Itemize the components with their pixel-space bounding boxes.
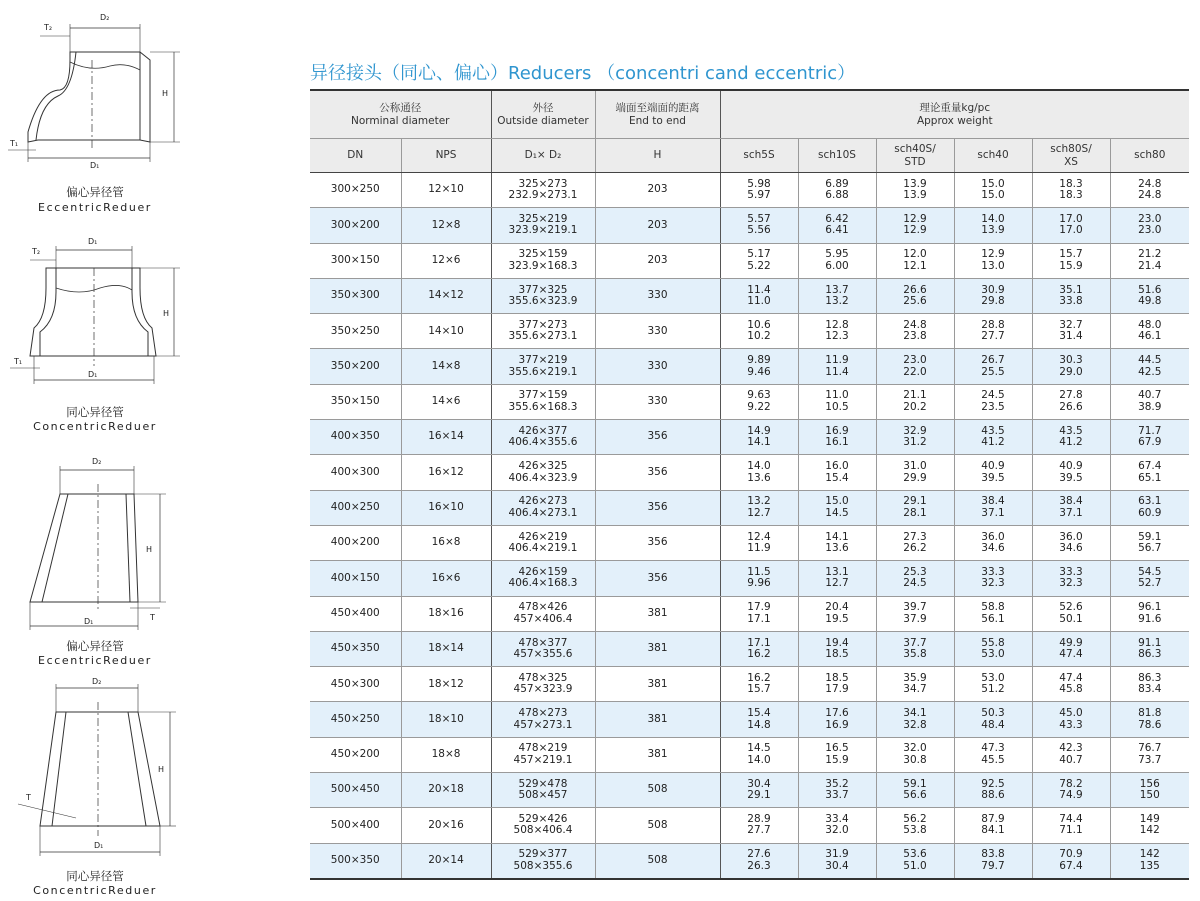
cell-outside-diameter: 529×478 508×457 [491,773,595,808]
cell-h: 356 [595,420,720,455]
cell-h: 508 [595,773,720,808]
table-row [310,737,1189,772]
figure-caption-en: ConcentricReduer [33,420,157,433]
concentric-reducer-figure-2 [0,672,200,901]
cell-dn: 400×250 [310,490,401,525]
cell-sch40: 12.9 13.0 [954,243,1032,278]
cell-sch80: 23.0 23.0 [1110,208,1189,243]
cell-nps: 16×8 [401,525,491,560]
cell-dn: 400×350 [310,420,401,455]
cell-sch10s: 14.1 13.6 [798,525,876,560]
label-t1: T₁ [14,357,23,366]
cell-sch80: 54.5 52.7 [1110,561,1189,596]
cell-sch10s: 16.5 15.9 [798,737,876,772]
cell-outside-diameter: 426×377 406.4×355.6 [491,420,595,455]
cell-sch5s: 5.17 5.22 [720,243,798,278]
header-outside-diameter: 外径 Outside diameter [491,90,595,139]
table-body [310,173,1189,879]
label-d1-top: D₁ [88,237,98,246]
cell-sch80: 40.7 38.9 [1110,384,1189,419]
header-sch80s-xs: sch80S/ XS [1032,139,1110,173]
header-sch10s: sch10S [798,139,876,173]
cell-sch40s: 56.2 53.8 [876,808,954,843]
cell-h: 330 [595,384,720,419]
label-t: T [150,613,155,622]
cell-sch40: 53.0 51.2 [954,667,1032,702]
cell-sch80: 142 135 [1110,843,1189,879]
table-row [310,667,1189,702]
cell-sch5s: 14.9 14.1 [720,420,798,455]
figure-caption-cn: 偏心异径管 [66,185,124,199]
cell-nps: 16×6 [401,561,491,596]
eccentric-reducer-figure-1 [0,0,200,220]
cell-h: 381 [595,631,720,666]
cell-sch10s: 6.89 6.88 [798,173,876,208]
cell-sch80s: 36.0 34.6 [1032,525,1110,560]
cell-h: 381 [595,702,720,737]
cell-sch5s: 14.0 13.6 [720,455,798,490]
figure-caption-cn: 同心异径管 [66,405,124,419]
cell-sch80s: 78.2 74.9 [1032,773,1110,808]
cell-sch40: 36.0 34.6 [954,525,1032,560]
header-sch40s-std: sch40S/ STD [876,139,954,173]
table-row [310,843,1189,879]
cell-sch80s: 43.5 41.2 [1032,420,1110,455]
cell-sch80s: 40.9 39.5 [1032,455,1110,490]
cell-dn: 450×200 [310,737,401,772]
cell-h: 508 [595,843,720,879]
cell-nps: 20×16 [401,808,491,843]
cell-sch5s: 9.89 9.46 [720,349,798,384]
cell-outside-diameter: 426×325 406.4×323.9 [491,455,595,490]
cell-sch80s: 17.0 17.0 [1032,208,1110,243]
cell-sch10s: 16.0 15.4 [798,455,876,490]
cell-sch80s: 15.7 15.9 [1032,243,1110,278]
cell-nps: 20×14 [401,843,491,879]
cell-sch80s: 33.3 32.3 [1032,561,1110,596]
cell-sch80: 67.4 65.1 [1110,455,1189,490]
cell-sch5s: 27.6 26.3 [720,843,798,879]
cell-nps: 18×12 [401,667,491,702]
cell-outside-diameter: 478×426 457×406.4 [491,596,595,631]
cell-outside-diameter: 426×273 406.4×273.1 [491,490,595,525]
cell-sch5s: 15.4 14.8 [720,702,798,737]
cell-sch10s: 18.5 17.9 [798,667,876,702]
cell-h: 356 [595,455,720,490]
table-row [310,208,1189,243]
cell-sch80s: 35.1 33.8 [1032,278,1110,313]
cell-sch80: 48.0 46.1 [1110,314,1189,349]
cell-h: 381 [595,596,720,631]
label-h: H [146,545,153,554]
cell-sch80s: 32.7 31.4 [1032,314,1110,349]
cell-sch80: 63.1 60.9 [1110,490,1189,525]
cell-dn: 400×150 [310,561,401,596]
cell-dn: 450×300 [310,667,401,702]
eccentric-reducer-drawing [0,448,200,670]
cell-outside-diameter: 529×426 508×406.4 [491,808,595,843]
cell-outside-diameter: 325×273 232.9×273.1 [491,173,595,208]
cell-h: 203 [595,243,720,278]
cell-sch80: 51.6 49.8 [1110,278,1189,313]
label-h: H [163,309,170,318]
cell-dn: 300×150 [310,243,401,278]
label-d2: D₂ [100,13,110,22]
table-row [310,702,1189,737]
cell-sch40s: 12.0 12.1 [876,243,954,278]
cell-sch80: 91.1 86.3 [1110,631,1189,666]
cell-sch10s: 20.4 19.5 [798,596,876,631]
label-d1: D₁ [84,617,94,626]
cell-sch10s: 11.0 10.5 [798,384,876,419]
cell-sch40s: 24.8 23.8 [876,314,954,349]
cell-h: 508 [595,808,720,843]
cell-sch40s: 26.6 25.6 [876,278,954,313]
cell-dn: 400×300 [310,455,401,490]
cell-outside-diameter: 478×377 457×355.6 [491,631,595,666]
cell-nps: 14×12 [401,278,491,313]
cell-nps: 20×18 [401,773,491,808]
cell-sch10s: 35.2 33.7 [798,773,876,808]
cell-sch80s: 47.4 45.8 [1032,667,1110,702]
table-row [310,173,1189,208]
header-dn: DN [310,139,401,173]
table-row [310,773,1189,808]
cell-sch40s: 34.1 32.8 [876,702,954,737]
cell-sch10s: 13.7 13.2 [798,278,876,313]
label-h: H [158,765,165,774]
cell-outside-diameter: 529×377 508×355.6 [491,843,595,879]
table-row [310,596,1189,631]
table-row [310,455,1189,490]
cell-h: 381 [595,667,720,702]
cell-sch5s: 11.5 9.96 [720,561,798,596]
figure-caption-en: EccentricReduer [38,654,152,667]
cell-outside-diameter: 325×219 323.9×219.1 [491,208,595,243]
cell-nps: 12×10 [401,173,491,208]
cell-sch40: 38.4 37.1 [954,490,1032,525]
cell-sch40: 15.0 15.0 [954,173,1032,208]
cell-sch5s: 5.98 5.97 [720,173,798,208]
cell-sch40s: 29.1 28.1 [876,490,954,525]
cell-dn: 400×200 [310,525,401,560]
cell-sch40: 26.7 25.5 [954,349,1032,384]
cell-sch10s: 19.4 18.5 [798,631,876,666]
cell-h: 330 [595,314,720,349]
cell-sch10s: 5.95 6.00 [798,243,876,278]
cell-outside-diameter: 426×159 406.4×168.3 [491,561,595,596]
cell-h: 203 [595,173,720,208]
cell-sch80: 96.1 91.6 [1110,596,1189,631]
cell-outside-diameter: 377×325 355.6×323.9 [491,278,595,313]
cell-nps: 18×8 [401,737,491,772]
cell-sch5s: 17.1 16.2 [720,631,798,666]
cell-sch40: 43.5 41.2 [954,420,1032,455]
cell-sch5s: 9.63 9.22 [720,384,798,419]
cell-sch40: 87.9 84.1 [954,808,1032,843]
cell-sch40s: 31.0 29.9 [876,455,954,490]
cell-dn: 500×450 [310,773,401,808]
cell-sch40: 14.0 13.9 [954,208,1032,243]
cell-sch40s: 37.7 35.8 [876,631,954,666]
cell-h: 356 [595,525,720,560]
cell-sch40: 28.8 27.7 [954,314,1032,349]
cell-sch40s: 53.6 51.0 [876,843,954,879]
cell-dn: 350×200 [310,349,401,384]
cell-sch5s: 11.4 11.0 [720,278,798,313]
cell-dn: 450×350 [310,631,401,666]
cell-sch80: 156 150 [1110,773,1189,808]
table-row [310,349,1189,384]
cell-sch80s: 74.4 71.1 [1032,808,1110,843]
cell-sch80s: 18.3 18.3 [1032,173,1110,208]
label-d2: D₂ [92,457,102,466]
header-d1d2: D₁× D₂ [491,139,595,173]
cell-sch80: 76.7 73.7 [1110,737,1189,772]
cell-nps: 18×16 [401,596,491,631]
cell-sch40: 55.8 53.0 [954,631,1032,666]
header-sch80: sch80 [1110,139,1189,173]
cell-sch40: 30.9 29.8 [954,278,1032,313]
label-d1: D₁ [90,161,100,170]
cell-h: 356 [595,561,720,596]
cell-sch10s: 31.9 30.4 [798,843,876,879]
cell-sch10s: 16.9 16.1 [798,420,876,455]
cell-sch40: 24.5 23.5 [954,384,1032,419]
cell-nps: 12×8 [401,208,491,243]
cell-sch10s: 6.42 6.41 [798,208,876,243]
cell-sch40s: 32.0 30.8 [876,737,954,772]
cell-h: 356 [595,490,720,525]
label-d1: D₁ [88,370,98,379]
cell-sch5s: 16.2 15.7 [720,667,798,702]
cell-sch80: 21.2 21.4 [1110,243,1189,278]
table-row [310,631,1189,666]
table-row [310,490,1189,525]
cell-dn: 350×150 [310,384,401,419]
eccentric-reducer-figure-2 [0,448,200,670]
cell-sch80s: 30.3 29.0 [1032,349,1110,384]
label-d2: D₂ [92,677,102,686]
cell-h: 330 [595,349,720,384]
cell-sch40s: 23.0 22.0 [876,349,954,384]
label-t: T [26,793,31,802]
cell-sch80: 86.3 83.4 [1110,667,1189,702]
table-row [310,420,1189,455]
cell-sch80: 149 142 [1110,808,1189,843]
cell-nps: 16×14 [401,420,491,455]
cell-outside-diameter: 377×159 355.6×168.3 [491,384,595,419]
label-t2: T₂ [44,23,53,32]
cell-nps: 18×14 [401,631,491,666]
header-end-to-end: 端面至端面的距离 End to end [595,90,720,139]
table-row [310,525,1189,560]
cell-dn: 350×300 [310,278,401,313]
cell-sch10s: 17.6 16.9 [798,702,876,737]
drawings-panel [0,0,200,901]
cell-outside-diameter: 325×159 323.9×168.3 [491,243,595,278]
figure-caption-en: ConcentricReduer [33,884,157,897]
cell-sch5s: 17.9 17.1 [720,596,798,631]
cell-outside-diameter: 426×219 406.4×219.1 [491,525,595,560]
concentric-reducer-drawing [0,232,200,432]
figure-caption-en: EccentricReduer [38,201,152,214]
cell-sch40s: 21.1 20.2 [876,384,954,419]
table-row [310,384,1189,419]
table-row [310,243,1189,278]
label-t1: T₁ [10,139,19,148]
cell-sch5s: 5.57 5.56 [720,208,798,243]
cell-sch80: 71.7 67.9 [1110,420,1189,455]
header-sch5s: sch5S [720,139,798,173]
cell-outside-diameter: 478×219 457×219.1 [491,737,595,772]
concentric-reducer-figure-1 [0,232,200,432]
cell-nps: 14×6 [401,384,491,419]
cell-nps: 16×10 [401,490,491,525]
cell-sch40: 50.3 48.4 [954,702,1032,737]
cell-sch40s: 32.9 31.2 [876,420,954,455]
cell-sch5s: 30.4 29.1 [720,773,798,808]
cell-sch40: 47.3 45.5 [954,737,1032,772]
figure-caption-cn: 偏心异径管 [66,639,124,653]
cell-sch80s: 27.8 26.6 [1032,384,1110,419]
cell-sch80s: 52.6 50.1 [1032,596,1110,631]
cell-dn: 500×350 [310,843,401,879]
cell-sch80: 81.8 78.6 [1110,702,1189,737]
cell-sch40s: 27.3 26.2 [876,525,954,560]
cell-sch10s: 13.1 12.7 [798,561,876,596]
cell-nps: 18×10 [401,702,491,737]
cell-h: 203 [595,208,720,243]
cell-sch5s: 14.5 14.0 [720,737,798,772]
concentric-reducer-drawing [0,672,200,901]
cell-sch80: 24.8 24.8 [1110,173,1189,208]
cell-sch40s: 13.9 13.9 [876,173,954,208]
reducers-spec-table [310,89,1189,880]
cell-sch5s: 10.6 10.2 [720,314,798,349]
cell-h: 330 [595,278,720,313]
cell-sch40s: 12.9 12.9 [876,208,954,243]
page-title: 异径接头（同心、偏心）Reducers （concentri cand eccentric） [310,63,856,84]
label-h: H [162,89,169,98]
cell-sch5s: 12.4 11.9 [720,525,798,560]
cell-nps: 16×12 [401,455,491,490]
header-nominal-diameter: 公称通径 Norminal diameter [310,90,491,139]
cell-sch40s: 35.9 34.7 [876,667,954,702]
cell-sch40s: 25.3 24.5 [876,561,954,596]
cell-sch40: 92.5 88.6 [954,773,1032,808]
cell-sch80: 59.1 56.7 [1110,525,1189,560]
cell-nps: 12×6 [401,243,491,278]
header-approx-weight: 理论重量kg/pc Approx weight [720,90,1189,139]
cell-sch80: 44.5 42.5 [1110,349,1189,384]
cell-sch40: 33.3 32.3 [954,561,1032,596]
cell-sch40s: 39.7 37.9 [876,596,954,631]
cell-sch80s: 45.0 43.3 [1032,702,1110,737]
header-nps: NPS [401,139,491,173]
cell-sch5s: 28.9 27.7 [720,808,798,843]
cell-sch80s: 70.9 67.4 [1032,843,1110,879]
cell-dn: 300×200 [310,208,401,243]
cell-sch80s: 49.9 47.4 [1032,631,1110,666]
cell-dn: 300×250 [310,173,401,208]
cell-dn: 350×250 [310,314,401,349]
cell-sch40: 83.8 79.7 [954,843,1032,879]
cell-sch10s: 11.9 11.4 [798,349,876,384]
cell-sch10s: 12.8 12.3 [798,314,876,349]
cell-outside-diameter: 377×273 355.6×273.1 [491,314,595,349]
cell-dn: 450×400 [310,596,401,631]
cell-h: 381 [595,737,720,772]
cell-sch40: 40.9 39.5 [954,455,1032,490]
cell-sch10s: 33.4 32.0 [798,808,876,843]
cell-nps: 14×8 [401,349,491,384]
table-row [310,314,1189,349]
cell-sch80s: 38.4 37.1 [1032,490,1110,525]
label-d1: D₁ [94,841,104,850]
cell-nps: 14×10 [401,314,491,349]
cell-dn: 500×400 [310,808,401,843]
figure-caption-cn: 同心异径管 [66,869,124,883]
table-row [310,278,1189,313]
cell-dn: 450×250 [310,702,401,737]
table-row [310,561,1189,596]
cell-outside-diameter: 478×325 457×323.9 [491,667,595,702]
cell-outside-diameter: 478×273 457×273.1 [491,702,595,737]
label-t2: T₂ [32,247,41,256]
cell-outside-diameter: 377×219 355.6×219.1 [491,349,595,384]
cell-sch40s: 59.1 56.6 [876,773,954,808]
header-sch40: sch40 [954,139,1032,173]
table-row [310,808,1189,843]
cell-sch80s: 42.3 40.7 [1032,737,1110,772]
cell-sch5s: 13.2 12.7 [720,490,798,525]
cell-sch10s: 15.0 14.5 [798,490,876,525]
cell-sch40: 58.8 56.1 [954,596,1032,631]
header-h: H [595,139,720,173]
